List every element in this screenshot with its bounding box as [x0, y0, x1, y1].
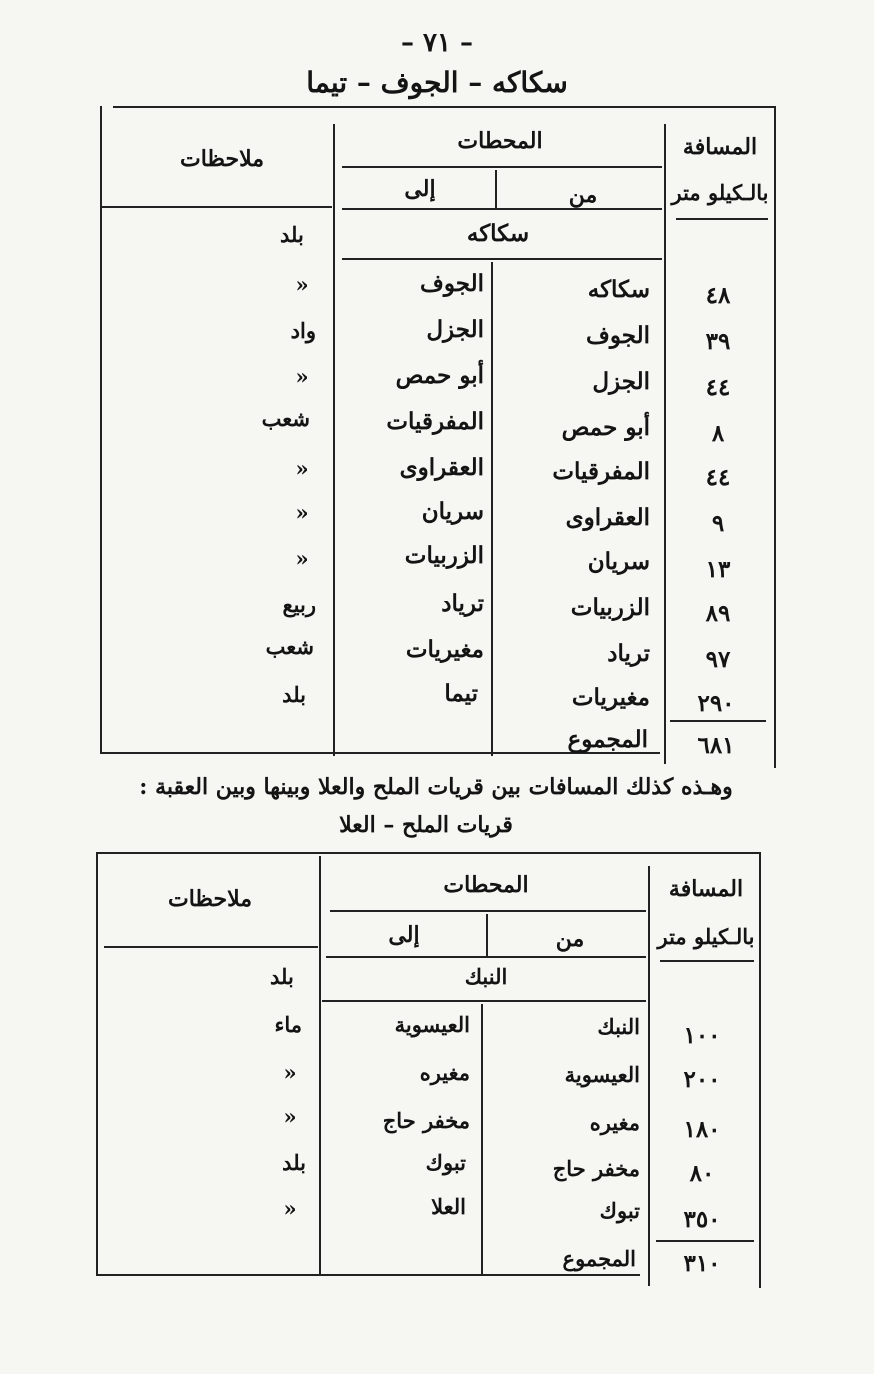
table1-row-from: أبو حمص: [561, 414, 650, 441]
table1-row-note: «: [295, 364, 309, 389]
table2-row-to: مخفر حاج: [382, 1108, 470, 1133]
table1-col-sep-notes: [333, 124, 335, 756]
table1-row-from: الزربيات: [570, 594, 650, 621]
table1-row-note: «: [295, 546, 309, 571]
table2-row-note: «: [283, 1060, 297, 1085]
table2-right-border: [759, 852, 761, 1288]
table2-top-border: [98, 852, 760, 854]
table1-start-note: بلد: [280, 222, 304, 247]
page-number: – ٧١ –: [400, 28, 474, 58]
table1-row-from: مغيريات: [571, 684, 650, 711]
table1-row-distance: ٢٩٠: [697, 690, 735, 717]
table2-row-from: تبوك: [599, 1198, 640, 1223]
table1-col-sep-distance: [664, 124, 666, 764]
table1-to-header: إلى: [404, 176, 436, 202]
table1-row-note: شعب: [261, 406, 310, 431]
table2-row-to: مغيره: [419, 1060, 470, 1085]
table1-distance-header-line1: المسافة: [682, 134, 758, 160]
table1-row-to: أبو حمص: [395, 362, 484, 389]
table1-total-value: ٦٨١: [697, 732, 735, 759]
table1-start-row-rule: [342, 258, 662, 260]
table1-row-distance: ٤٨: [705, 282, 731, 309]
table2-left-border: [96, 852, 98, 1276]
table2-row-distance: ٨٠: [689, 1160, 715, 1187]
table2-fromto-rule: [326, 956, 646, 958]
page-title: سكاكه – الجوف – تيما: [306, 66, 568, 99]
table1-col-sep-from-to: [491, 262, 493, 756]
table1-row-distance: ٩٧: [705, 646, 731, 673]
table1-row-to: الجوف: [420, 270, 484, 297]
table1-stations-rule: [342, 166, 662, 168]
table1-row-distance: ٤٤: [705, 464, 731, 491]
table2-row-to: العلا: [431, 1194, 466, 1219]
table1-row-distance: ١٣: [705, 556, 731, 583]
table1-row-distance: ٩: [711, 510, 725, 537]
table2-col-sep-from-to: [481, 1004, 483, 1274]
table1-row-distance: ٨: [711, 420, 725, 447]
table1-row-note: «: [295, 272, 309, 297]
table2-row-from: النبك: [597, 1014, 640, 1039]
table1-right-border: [774, 106, 776, 768]
table1-notes-header: ملاحظات: [180, 146, 264, 172]
table1-left-border: [100, 106, 102, 754]
table1-row-to: ترياد: [441, 590, 484, 617]
table2-row-to: تبوك: [425, 1150, 466, 1175]
table1-notes-header-rule: [100, 206, 332, 208]
table2-row-distance: ٢٠٠: [683, 1066, 721, 1093]
table1-row-to: سريان: [421, 498, 484, 525]
table2-row-note: «: [283, 1104, 297, 1129]
table1-row-to: الجزل: [426, 316, 484, 343]
table2-stations-rule: [330, 910, 646, 912]
table1-distance-header-line2: بالـكيلو متر: [671, 180, 769, 205]
table2-start-row-rule: [322, 1000, 646, 1002]
table2-row-distance: ١٨٠: [683, 1116, 721, 1143]
table2-total-label: المجموع: [562, 1246, 636, 1271]
table1-row-distance: ٨٩: [705, 600, 731, 627]
table2-col-sep-notes: [319, 856, 321, 1276]
table1-row-note: شعب: [265, 634, 314, 659]
table2-row-from: العيسوية: [564, 1062, 640, 1087]
table1-row-from: الجوف: [586, 322, 650, 349]
table2-notes-header: ملاحظات: [168, 886, 252, 912]
table1-row-from: ترياد: [607, 640, 650, 667]
table2-distance-header-line1: المسافة: [668, 876, 744, 902]
table1-stations-header: المحطات: [457, 128, 543, 154]
table1-start-station: سكاكه: [466, 220, 530, 247]
table2-row-distance: ١٠٠: [683, 1022, 721, 1049]
table1-distance-header-rule: [676, 218, 768, 220]
table1-from-header: من: [568, 182, 598, 208]
table2-row-from: مخفر حاج: [552, 1156, 640, 1181]
table2-notes-header-rule: [104, 946, 318, 948]
table2-distance-header-line2: بالـكيلو متر: [657, 924, 755, 949]
table2-col-sep-distance: [648, 866, 650, 1286]
table2-start-note: بلد: [270, 964, 294, 989]
table1-row-note: واد: [290, 318, 316, 343]
table2-to-header: إلى: [388, 922, 420, 948]
caption-line-1: وهـذه كذلك المسافات بين قريات الملح والعلا وبينها وبين العقبة :: [139, 774, 733, 800]
table1-row-distance: ٤٤: [705, 374, 731, 401]
table1-row-to: مغيريات: [405, 636, 484, 663]
table1-row-note: ربيع: [282, 592, 316, 617]
table1-row-from: سريان: [587, 548, 650, 575]
table2-col-sep-from-to-head: [486, 914, 488, 956]
table2-stations-header: المحطات: [443, 872, 529, 898]
table1-row-to: المفرقيات: [386, 408, 484, 435]
table1-row-to: الزربيات: [404, 542, 484, 569]
table1-fromto-rule: [342, 208, 662, 210]
table2-row-note: «: [283, 1196, 297, 1221]
table1-total-label: المجموع: [567, 726, 648, 753]
table2-distance-header-rule: [660, 960, 754, 962]
table1-top-border: [113, 106, 775, 108]
table1-row-to: العقراوى: [399, 454, 484, 481]
table2-row-from: مغيره: [589, 1110, 640, 1135]
table2-total-rule: [656, 1240, 754, 1242]
table2-row-note: بلد: [282, 1150, 306, 1175]
table1-row-from: الجزل: [592, 368, 650, 395]
table1-row-from: المفرقيات: [552, 458, 650, 485]
table1-row-to: تيما: [444, 680, 478, 707]
table1-row-from: العقراوى: [565, 504, 650, 531]
table2-total-value: ٣١٠: [683, 1250, 721, 1277]
table2-bottom-border: [96, 1274, 640, 1276]
table2-row-note: ماء: [274, 1012, 302, 1037]
table1-row-note: بلد: [282, 682, 306, 707]
table1-row-distance: ٣٩: [705, 328, 731, 355]
table1-col-sep-from-to-head: [495, 170, 497, 210]
table2-row-to: العيسوية: [394, 1012, 470, 1037]
caption-line-2: قريات الملح – العلا: [339, 812, 513, 838]
table1-row-from: سكاكه: [587, 276, 650, 303]
table2-start-station: النبك: [464, 964, 508, 989]
table1-total-rule: [670, 720, 766, 722]
table2-from-header: من: [555, 926, 585, 952]
table1-row-note: «: [295, 500, 309, 525]
table2-row-distance: ٣٥٠: [683, 1206, 721, 1233]
table1-row-note: «: [295, 456, 309, 481]
